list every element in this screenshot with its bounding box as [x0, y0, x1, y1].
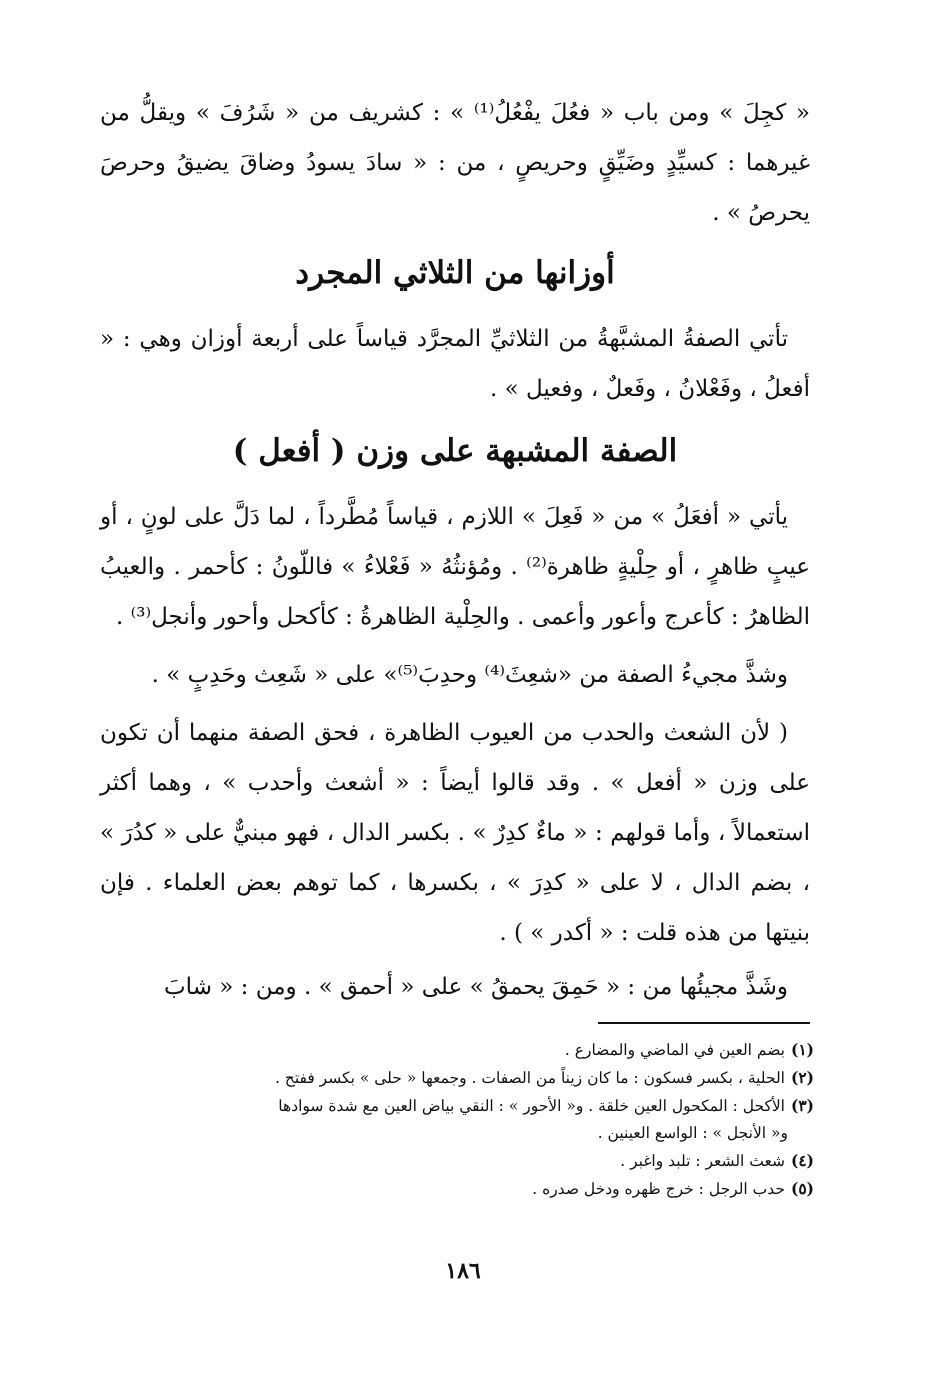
footnote-item	[104, 1147, 814, 1175]
footnote-number: (٤)	[790, 1151, 814, 1170]
footnote-item	[104, 1036, 814, 1064]
footnote-item	[104, 1175, 814, 1203]
section-heading: أوزانها من الثلاثي المجرد	[295, 255, 615, 291]
footnote-item	[104, 1092, 814, 1120]
footnote-item	[104, 1064, 814, 1092]
footnote-number: (٢)	[790, 1068, 814, 1087]
paragraph: تأتي الصفةُ المشبَّهةُ من الثلاثيِّ المجرَّد قياساً على أربعة أوزان وهي : « أفعلُ ، وفَعْلانُ ، وفَعلٌ ، وفعيل » .	[100, 326, 810, 402]
footnote-text: بضم العين في الماضي والمضارع .	[564, 1041, 785, 1059]
footnotes	[104, 1036, 814, 1203]
section-heading: الصفة المشبهة على وزن ( أفعل )	[232, 433, 678, 469]
page-number: ١٨٦	[445, 1258, 481, 1284]
footnote-text: شعث الشعر : تلبد واغبر .	[620, 1152, 785, 1170]
footnote-number: (١)	[790, 1040, 814, 1059]
footnote-text: الحلية ، بكسر فسكون : ما كان زيناً من الصفات . وجمعها « حلى » بكسر ففتح .	[274, 1069, 785, 1087]
footnote-number: (٣)	[790, 1096, 814, 1115]
footnote-text: حدب الرجل : خرج ظهره ودخل صدره .	[532, 1180, 785, 1198]
paragraph: وشذَّ مجيءُ الصفة من «شعِثَ⁽⁴⁾ وحدِبَ⁽⁵⁾» على « شَعِث وحَدِبٍ » .	[151, 662, 788, 688]
footnote-divider	[598, 1022, 810, 1024]
paragraph: يأتي « أفعَلُ » من « فَعِلَ » اللازم ، قياساً مُطَّرداً ، لما دَلَّ على لونٍ ، أو عيبٍ ظاهرٍ ، أو حِلْيةٍ ظاهرة⁽²⁾ . ومُؤنثُهُ « فَعْلاءُ » فاللّونُ : كأحمر . والعيبُ الظاهرُ : كأعرج وأعور وأعمى . والحِلْية الظاهرةُ : كأكحل وأحور وأنجل⁽³⁾ .	[100, 504, 811, 630]
paragraph: « كجِلَ » ومن باب « فعُلَ يفْعُلُ⁽¹⁾ » : كشريف من « شَرُفَ » ويقلُّ من غيرهما : كسيِّدٍ وضَيِّقٍ وحريصٍ ، من : « سادَ يسودُ وضاقَ يضيقُ وحرصَ يحرصُ » .	[100, 100, 810, 226]
footnote-text: الأكحل : المكحول العين خلقة . و« الأحور » : النقي بياض العين مع شدة سوادها	[278, 1097, 785, 1115]
footnote-text: و« الأنجل » : الواسع العينين .	[597, 1124, 788, 1142]
footnote-continuation	[104, 1120, 814, 1147]
footnote-number: (٥)	[790, 1179, 814, 1198]
paragraph: وشَذَّ مجيئُها من : « حَمِقَ يحمقُ » على « أحمق » . ومن : « شابَ	[164, 974, 788, 1000]
paragraph: ( لأن الشعث والحدب من العيوب الظاهرة ، فحق الصفة منهما أن تكون على وزن « أفعل » . وقد قالوا أيضاً : « أشعث وأحدب » ، وهما أكثر استعمالاً ، وأما قولهم : « ماءٌ كدِرٌ » . بكسر الدال ، فهو مبنيٌّ على « كدُرَ » ، بضم الدال ، لا على « كدِرَ » ، بكسرها ، كما توهم بعض العلماء . فإن بنيتها من هذه قلت : « أكدر » ) .	[100, 720, 810, 946]
